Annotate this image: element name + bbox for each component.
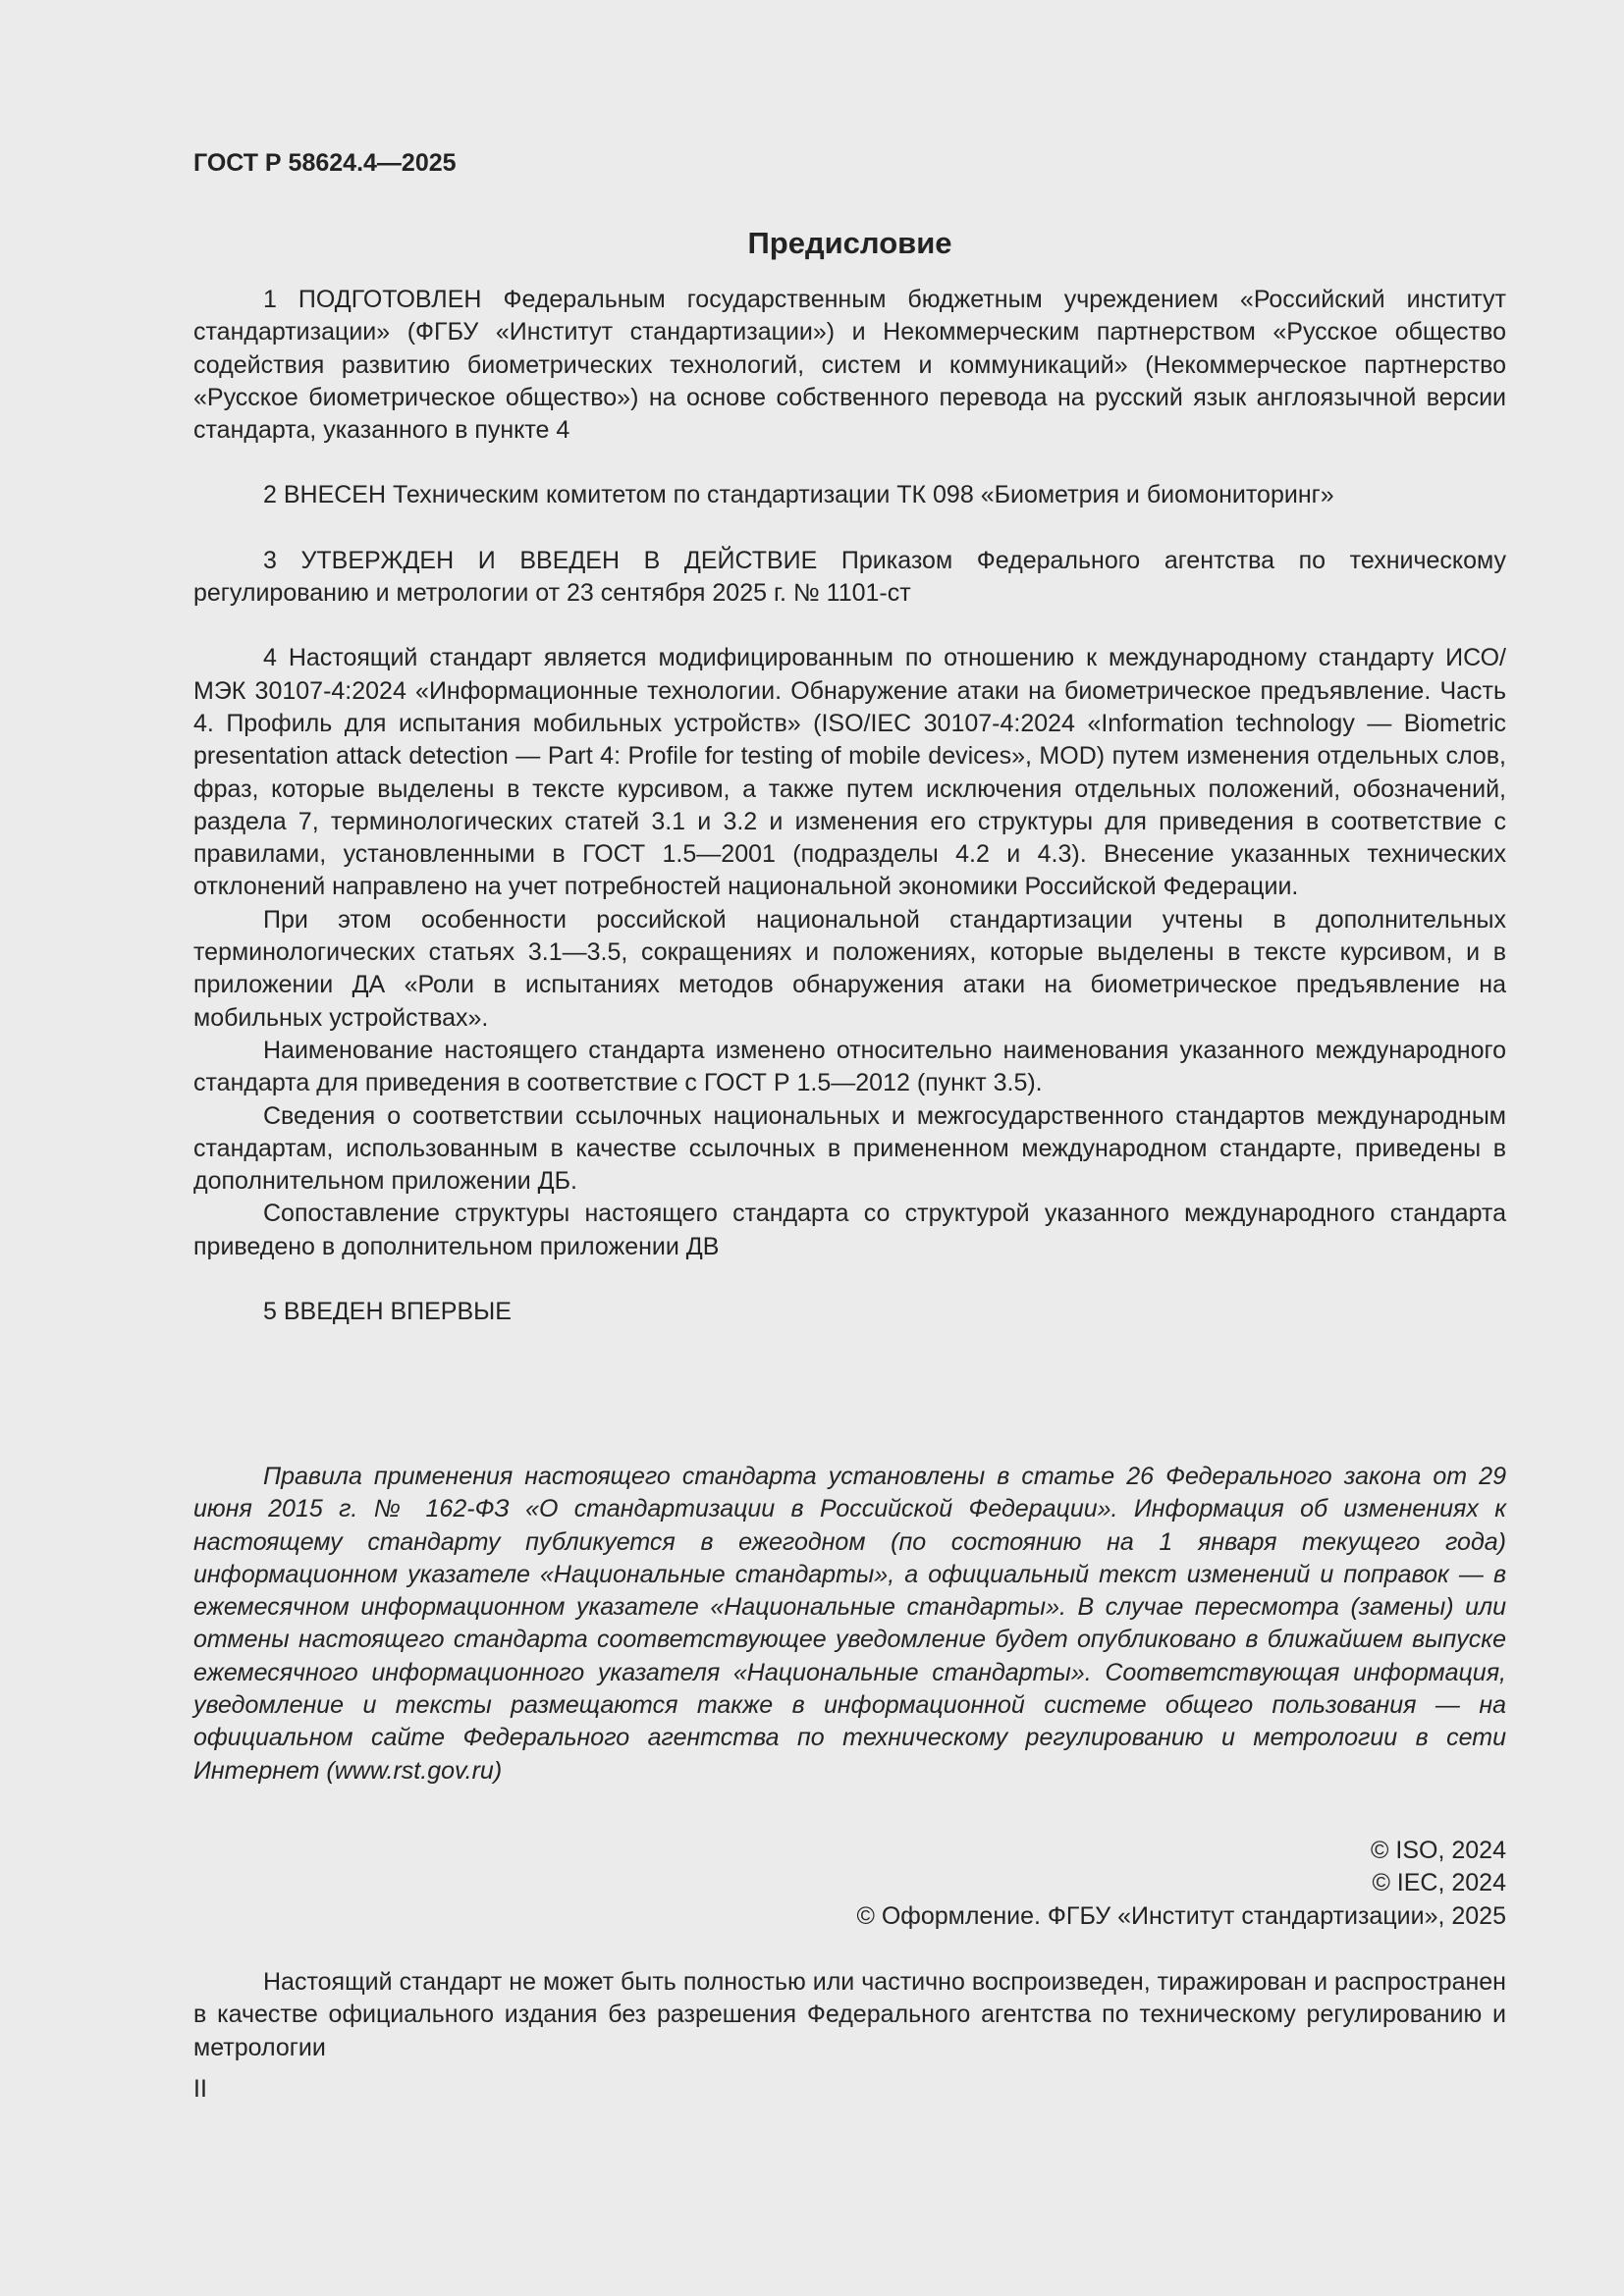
page-title: Предисловие [747,226,952,260]
rules-notice [193,1461,1506,1788]
paragraph-structure: Сопоставление структуры настоящего стандарта со структурой указанного международного стандарта приведено в дополнительном приложении ДВ [193,1200,1506,1260]
reproduction-notice [193,1966,1506,2064]
paragraph-introduced: 2 ВНЕСЕН Техническим комитетом по стандартизации ТК 098 «Биометрия и биомониторинг» [263,481,1334,509]
paragraph-first-introduced: 5 ВВЕДЕН ВПЕРВЫЕ [263,1298,512,1326]
reproduction-notice-text: Настоящий стандарт не может быть полностью или частично воспроизведен, тиражирован и распространен в качестве официального издания без разрешения Федерального агентства по техническому регулированию и метрологии [193,1968,1506,2061]
paragraph-national-features: При этом особенности российской национальной стандартизации учтены в дополнительных терминологических статьях 3.1—3.5, сокращениях и положениях, которые выделены в тексте курсивом, и в приложении ДА «Роли в испытаниях методов обнаружения атаки на биометрическое предъявление на мобильных устройствах». [193,905,1506,1032]
paragraph-references: Сведения о соответствии ссылочных национальных и межгосударственного стандартов международным стандартам, использованным в качестве ссылочных в примененном международном стандарте, приведены в дополнительном приложении ДБ. [193,1101,1506,1196]
paragraph-prepared: 1 ПОДГОТОВЛЕН Федеральным государственным бюджетным учреждением «Российский институт стандартизации» (ФГБУ «Институт стандартизации») и Некоммерческим партнерством «Русское общество содействия развитию биометрических технологий, систем и коммуникаций» (Некоммерческое партнерство «Русское биометрическое общество») на основе собственного перевода на русский язык англоязычной версии стандарта, указанного в пункте 4 [193,286,1506,445]
rules-notice-text: Правила применения настоящего стандарта установлены в статье 26 Федерального закона от 29 июня 2015 г. № 162-ФЗ «О стандартизации в Российской Федерации». Информация об изменениях к настоящему стандарту публикуется в ежегодном (по состоянию на 1 января текущего года) информационном указателе «Национальные стандарты», а официальный текст изменений и поправок — в ежемесячном информационном указателе «Национальные стандарты». В случае пересмотра (замены) или отмены настоящего стандарта соответствующее уведомление будет опубликовано в ближайшем выпуске ежемесячного информационного указателя «Национальные стандарты». Соответствующая информация, уведомление и тексты размещаются также в информационной системе общего пользования — на официальном сайте Федерального агентства по техническому регулированию и метрологии в сети Интернет (www.rst.gov.ru) [193,1463,1506,1785]
copyright-design: © Оформление. ФГБУ «Институт стандартизации», 2025 [856,1901,1506,1930]
copyright-iso: © ISO, 2024 [1371,1837,1506,1864]
paragraph-title-change: Наименование настоящего стандарта изменено относительно наименования указанного международного стандарта для приведения в соответствие с ГОСТ Р 1.5—2012 (пункт 3.5). [193,1036,1506,1097]
page-number: II [193,2075,207,2103]
document-code: ГОСТ Р 58624.4—2025 [193,149,457,177]
copyright-iec: © IEC, 2024 [1372,1869,1506,1897]
foreword-body [193,284,1506,1328]
copyright-block [193,1835,1506,1933]
document-page [193,147,1506,2061]
paragraph-approved: 3 УТВЕРЖДЕН И ВВЕДЕН В ДЕЙСТВИЕ Приказом Федерального агентства по техническому регулированию и метрологии от 23 сентября 2025 г. № 1101-ст [193,546,1506,608]
paragraph-modification: 4 Настоящий стандарт является модифицированным по отношению к международному стандарту ИСО/МЭК 30107-4:2024 «Информационные технологии. Обнаружение атаки на биометрическое предъявление. Часть 4. Профиль для испытания мобильных устройств» (ISO/IEC 30107-4:2024 «Information technology — Biometric presentation attack detection — Part 4: Profile for testing of mobile devices», MOD) путем изменения отдельных слов, фраз, которые выделены в тексте курсивом, а также путем исключения отдельных положений, обозначений, раздела 7, терминологических статей 3.1 и 3.2 и изменения его структуры для приведения в соответствие с правилами, установленными в ГОСТ 1.5—2001 (подразделы 4.2 и 4.3). Внесение указанных технических отклонений направлено на учет потребностей национальной экономики Российской Федерации. [193,644,1506,901]
